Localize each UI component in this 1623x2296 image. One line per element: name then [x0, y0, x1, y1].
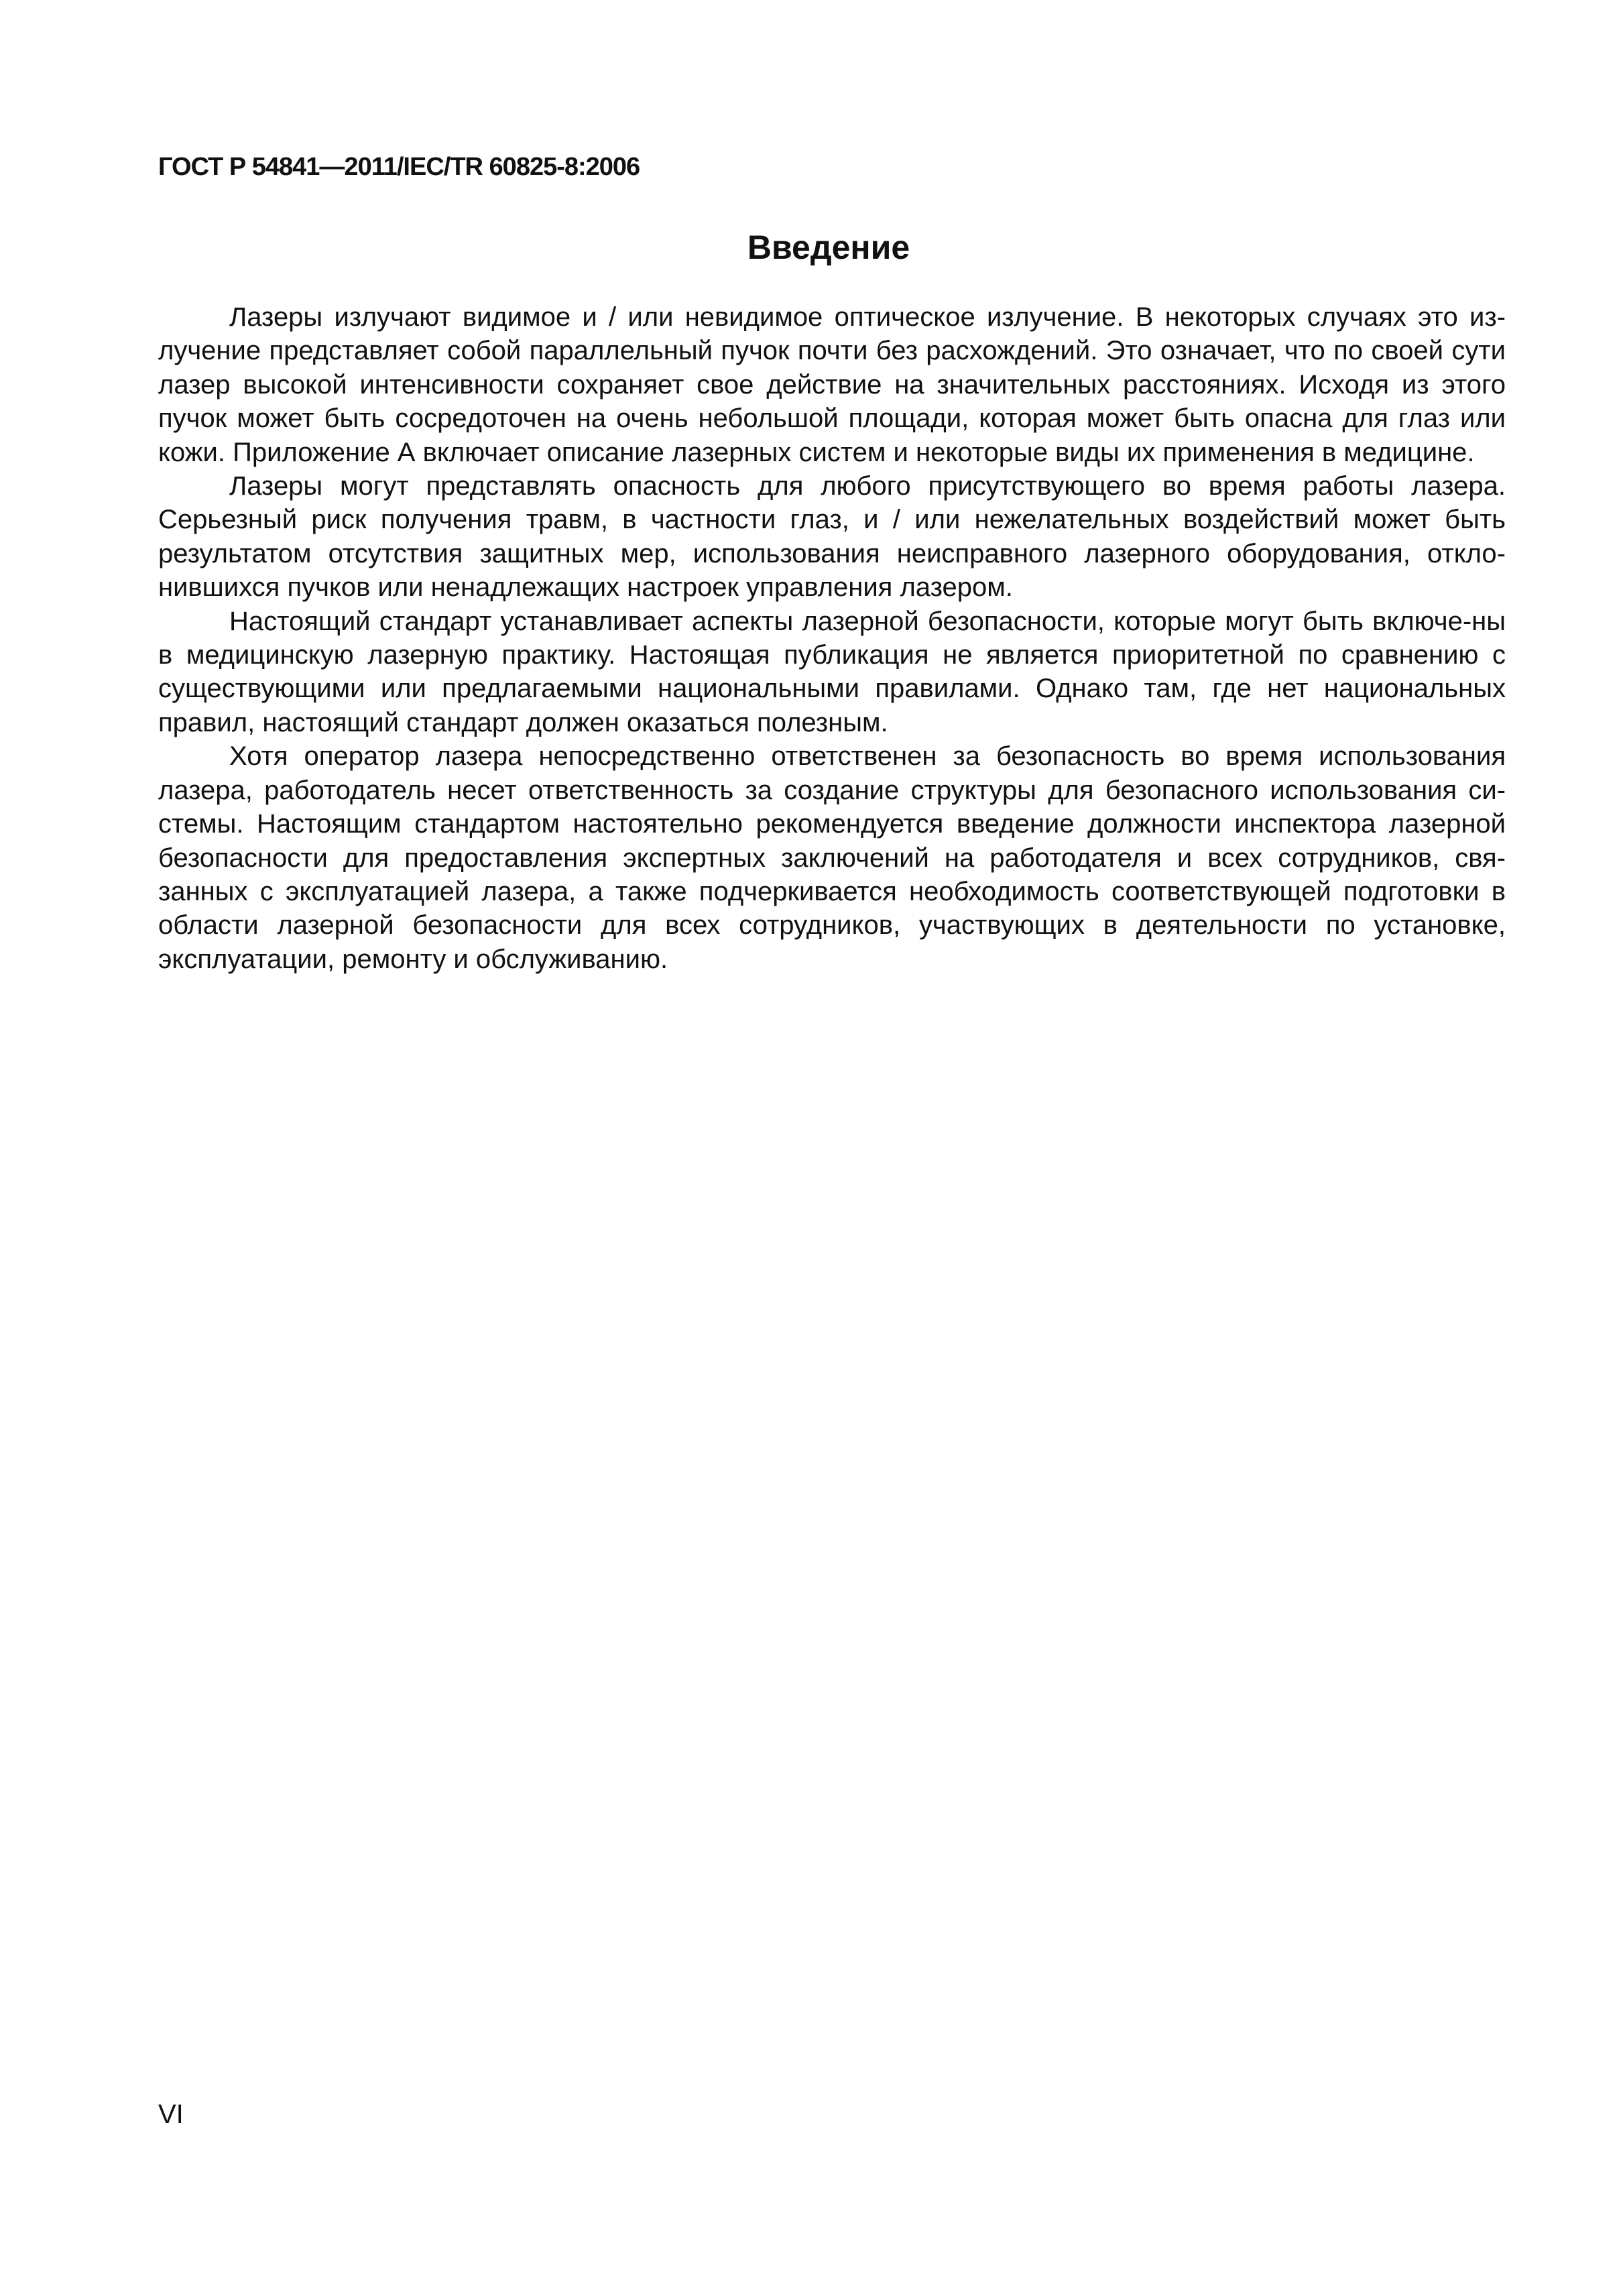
paragraph-2: Лазеры могут представлять опасность для любого присутствующего во время работы лазера. Серьезный риск получения травм, в частности глаз, и / или нежелательных воздействий может быть результатом отсутствия защитных мер, использования неисправного лазерного оборудования, откло-нившихся пучков или ненадлежащих настроек управления лазером. [158, 471, 1506, 603]
paragraph-3: Настоящий стандарт устанавливает аспекты лазерной безопасности, которые могут быть включе-ны в медицинскую лазерную практику. Настоящая публикация не является приоритетной по сравнению с существующими или предлагаемыми национальными правилами. Однако там, где нет национальных правил, настоящий стандарт должен оказаться полезным. [158, 606, 1506, 737]
paragraph-4: Хотя оператор лазера непосредственно ответственен за безопасность во время использования лазера, работодатель несет ответственность за создание структуры для безопасного использования си-стемы. Настоящим стандартом настоятельно рекомендуется введение должности инспектора лазерной безопасности для предоставления экспертных заключений на работодателя и всех сотрудников, свя-занных с эксплуатацией лазера, а также подчеркивается необходимость соответствующей подготовки в области лазерной безопасности для всех сотрудников, участвующих в деятельности по установке, эксплуатации, ремонту и обслуживанию. [158, 741, 1506, 974]
standard-designation: ГОСТ Р 54841—2011/IEC/TR 60825-8:2006 [158, 153, 640, 181]
page-number: VI [158, 2100, 184, 2129]
paragraph-1: Лазеры излучают видимое и / или невидимое оптическое излучение. В некоторых случаях это из-лучение представляет собой параллельный пучок почти без расхождений. Это означает, что по своей сути лазер высокой интенсивности сохраняет свое действие на значительных расстояниях. Исходя из этого пучок может быть сосредоточен на очень небольшой площади, которая может быть опасна для глаз или кожи. Приложение А включает описание лазерных систем и некоторые виды их применения в медицине. [158, 302, 1506, 467]
section-title: Введение [747, 229, 910, 266]
body-text [158, 300, 1506, 976]
